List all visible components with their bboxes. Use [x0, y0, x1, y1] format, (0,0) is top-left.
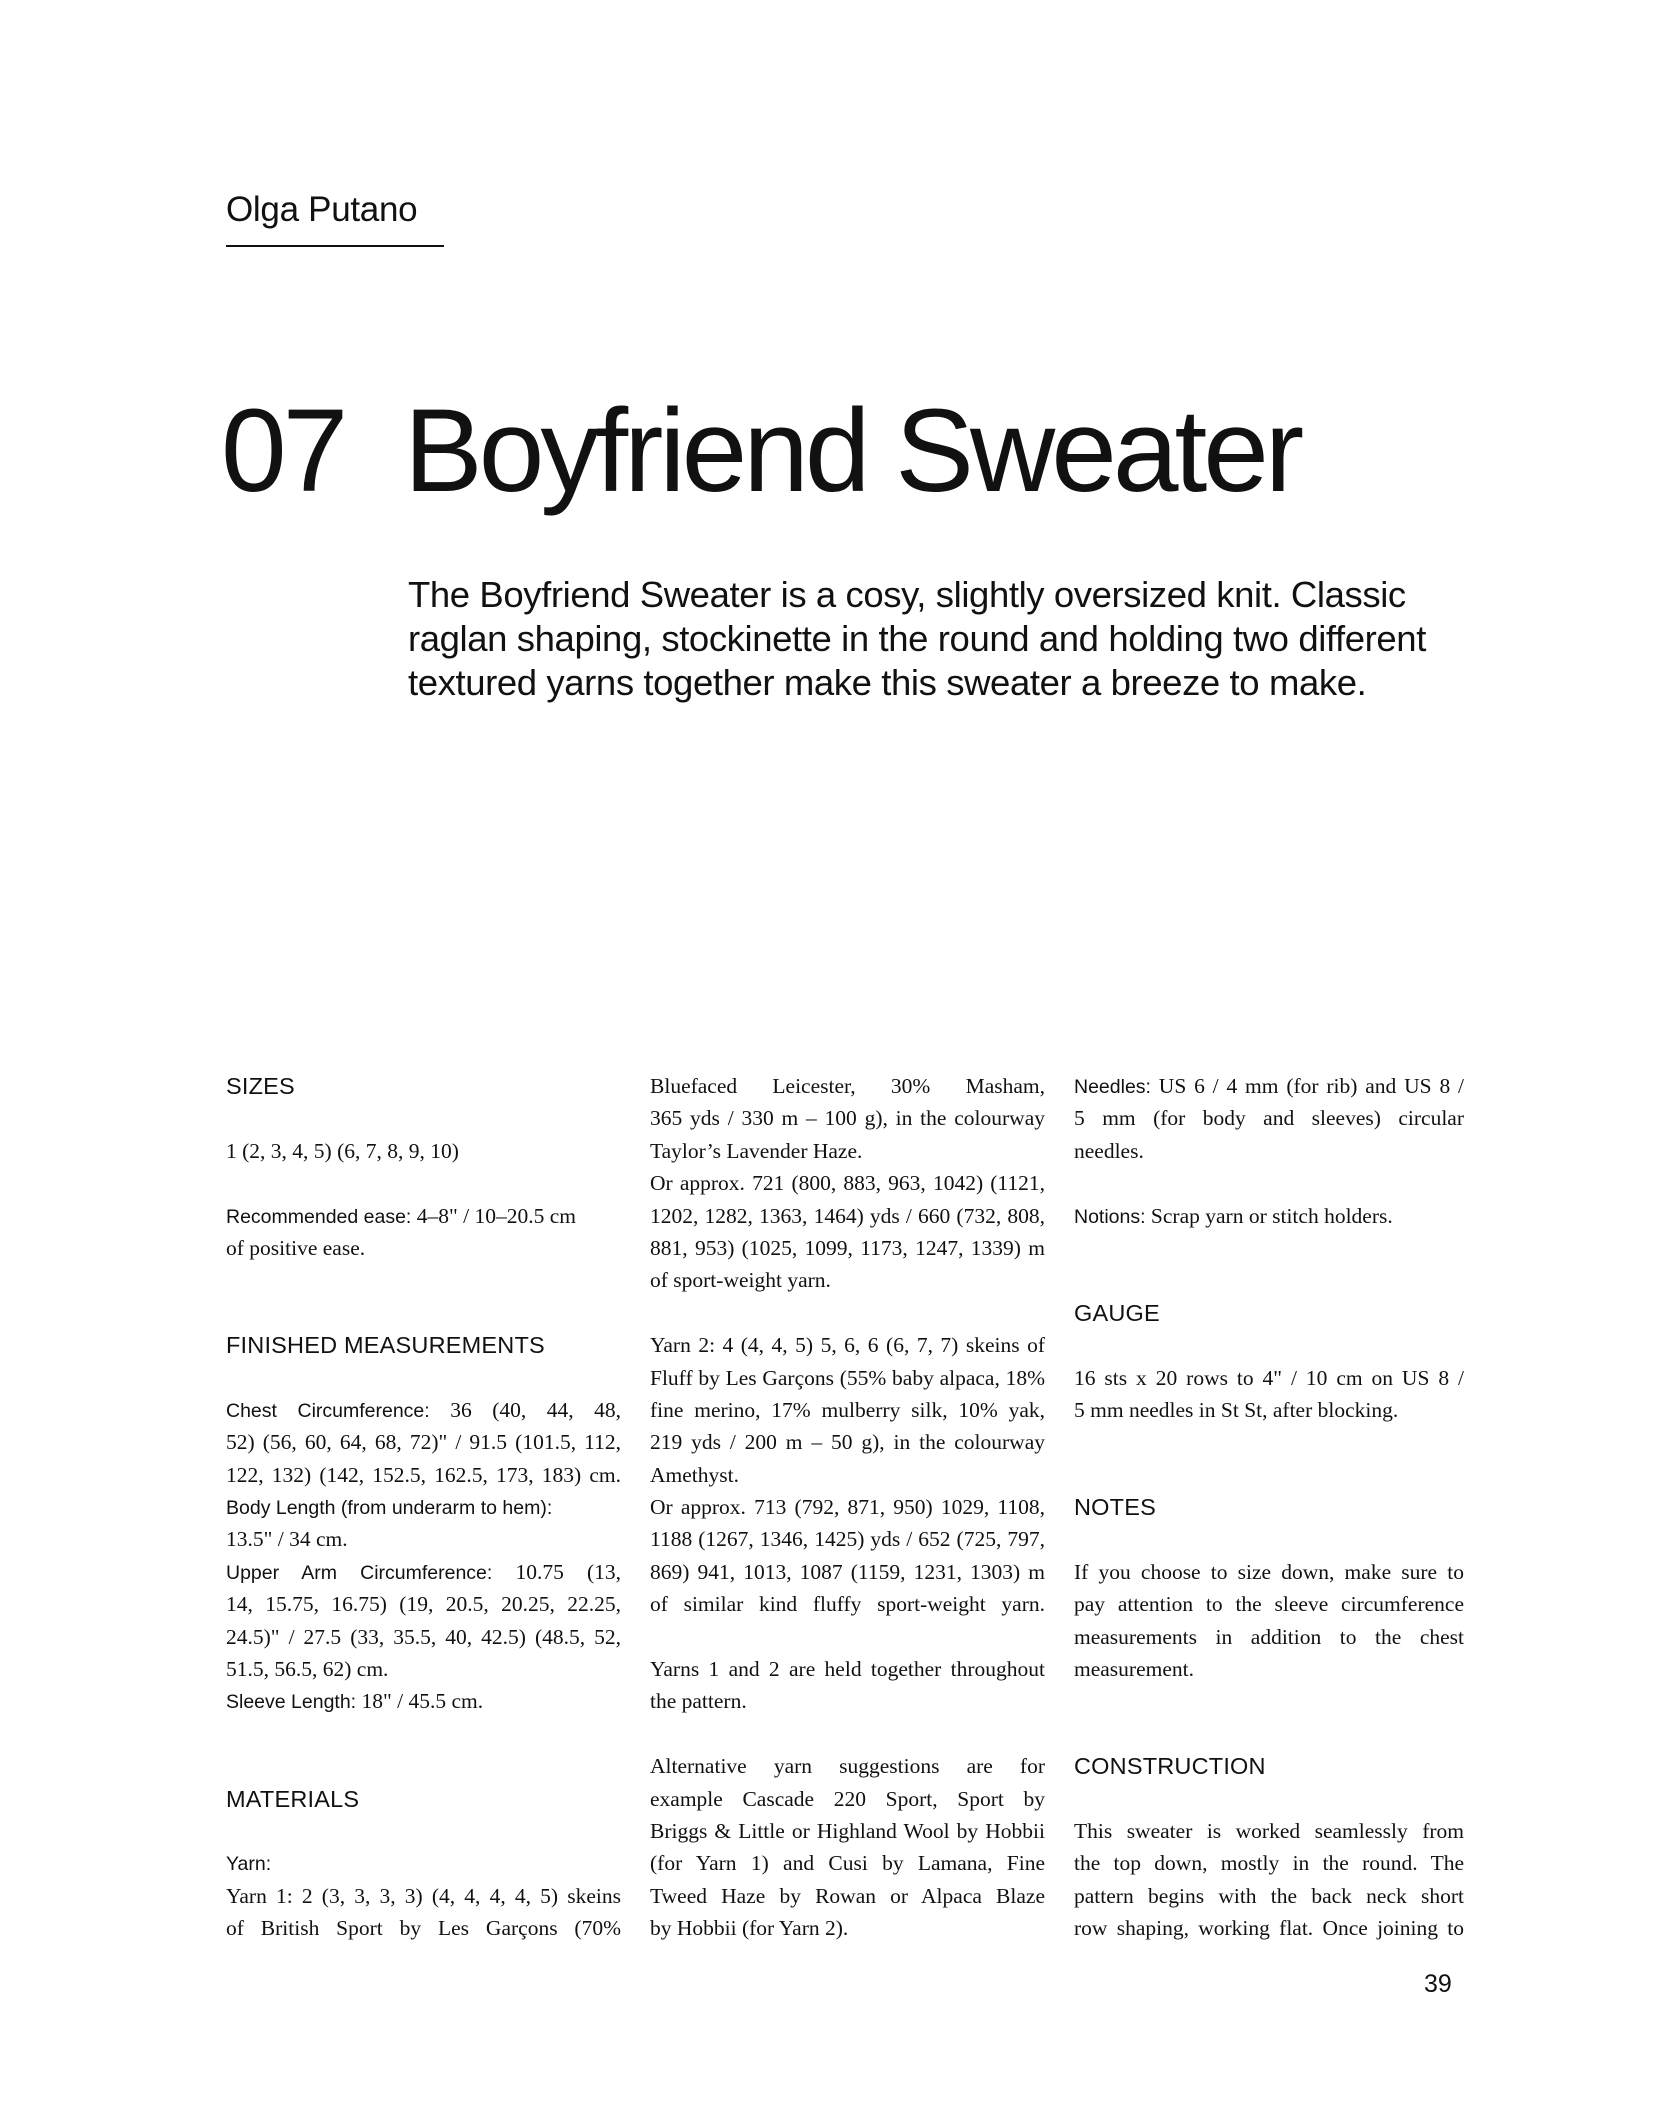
body-line: [650, 1200, 1045, 1232]
field-text: 1188 (1267, 1346, 1425) yds / 652 (725, 797,: [650, 1527, 1045, 1552]
field-text: 18" / 45.5 cm.: [356, 1689, 484, 1714]
field-text: 24.5)" / 27.5 (33, 35.5, 40, 42.5) (48.5, 52,: [226, 1624, 621, 1649]
body-line: [1074, 1621, 1464, 1653]
field-text: Yarns 1 and 2 are held together throughout: [650, 1657, 1045, 1682]
intro-line: The Boyfriend Sweater is a cosy, slightly oversized knit. Classic: [408, 574, 1406, 615]
spacer: [1074, 1329, 1464, 1361]
body-line: [650, 1815, 1045, 1847]
spacer: [226, 1297, 621, 1329]
body-line: [650, 1459, 1045, 1491]
field-label: Upper Arm Circumference:: [226, 1561, 493, 1584]
body-line: [1074, 1588, 1464, 1620]
body-line: [226, 1621, 621, 1653]
field-text: 1 (2, 3, 4, 5) (6, 7, 8, 9, 10): [226, 1138, 459, 1163]
spacer: [1074, 1459, 1464, 1491]
body-line: [650, 1232, 1045, 1264]
field-text: 881, 953) (1025, 1099, 1173, 1247, 1339) m: [650, 1235, 1045, 1260]
field-text: 52) (56, 60, 64, 68, 72)" / 91.5 (101.5, 112,: [226, 1430, 621, 1455]
body-line: [1074, 1070, 1464, 1102]
spacer: [1074, 1523, 1464, 1555]
field-text: If you choose to size down, make sure to: [1074, 1559, 1464, 1584]
spacer: [650, 1718, 1045, 1750]
spacer: [1074, 1264, 1464, 1296]
field-text: pattern begins with the back neck short: [1074, 1883, 1464, 1908]
section-heading: CONSTRUCTION: [1074, 1753, 1266, 1780]
field-text: 4–8" / 10–20.5 cm: [411, 1203, 577, 1228]
body-line: [1074, 1653, 1464, 1685]
field-label: Needles:: [1074, 1076, 1151, 1098]
intro-line: textured yarns together make this sweater a breeze to make.: [408, 662, 1367, 703]
column-needles-gauge-notes-construction: [1074, 1070, 1464, 1945]
body-line: [1074, 1200, 1464, 1232]
body-line: [226, 1232, 621, 1264]
body-line: [650, 1847, 1045, 1879]
body-line: [650, 1426, 1045, 1458]
spacer: [650, 1297, 1045, 1329]
body-line: [226, 1523, 621, 1555]
field-text: Alternative yarn suggestions are for: [650, 1754, 1045, 1779]
spacer: [226, 1718, 621, 1750]
body-line: [226, 1200, 621, 1232]
field-text: Taylor’s Lavender Haze.: [650, 1138, 863, 1163]
field-text: fine merino, 17% mulberry silk, 10% yak,: [650, 1397, 1045, 1422]
body-line: [226, 1653, 621, 1685]
body-line: [226, 1459, 621, 1491]
body-line: [650, 1783, 1045, 1815]
field-text: 365 yds / 330 m – 100 g), in the colourway: [650, 1106, 1045, 1131]
field-text: pay attention to the sleeve circumference: [1074, 1592, 1464, 1617]
body-line: [650, 1685, 1045, 1717]
body-line: [1074, 1815, 1464, 1847]
field-text: of similar kind fluffy sport-weight yarn.: [650, 1592, 1045, 1617]
field-text: Briggs & Little or Highland Wool by Hobbii: [650, 1818, 1045, 1843]
body-line: [650, 1912, 1045, 1944]
field-text: 13.5" / 34 cm.: [226, 1527, 348, 1552]
body-line: [226, 1135, 621, 1167]
body-line: [650, 1653, 1045, 1685]
body-line: [650, 1588, 1045, 1620]
field-text: 5 mm needles in St St, after blocking.: [1074, 1397, 1399, 1422]
column-sizes-measurements-materials: [226, 1070, 621, 1945]
field-text: 1202, 1282, 1363, 1464) yds / 660 (732, 808,: [650, 1203, 1045, 1228]
field-text: 869) 941, 1013, 1087 (1159, 1231, 1303) m: [650, 1559, 1045, 1584]
spacer: [226, 1750, 621, 1782]
body-line: [1074, 1362, 1464, 1394]
field-text: needles.: [1074, 1138, 1144, 1163]
body-line: [226, 1394, 621, 1426]
field-text: of positive ease.: [226, 1235, 366, 1260]
field-text: 36 (40, 44, 48,: [429, 1397, 621, 1422]
field-text: Tweed Haze by Rowan or Alpaca Blaze: [650, 1883, 1045, 1908]
field-text: Amethyst.: [650, 1462, 739, 1487]
body-line: [650, 1362, 1045, 1394]
field-text: 14, 15.75, 16.75) (19, 20.5, 20.25, 22.25,: [226, 1592, 621, 1617]
field-text: the pattern.: [650, 1689, 747, 1714]
body-line: [1074, 1394, 1464, 1426]
body-line: [650, 1523, 1045, 1555]
field-label: Body Length (from underarm to hem):: [226, 1497, 553, 1520]
spacer: [650, 1621, 1045, 1653]
field-text: 51.5, 56.5, 62) cm.: [226, 1657, 389, 1682]
author-underline: [226, 245, 444, 247]
body-line: [226, 1685, 621, 1717]
body-line: [1074, 1880, 1464, 1912]
field-text: US 6 / 4 mm (for rib) and US 8 /: [1150, 1074, 1464, 1098]
field-text: Or approx. 713 (792, 871, 950) 1029, 1108,: [650, 1495, 1045, 1520]
field-label: Chest Circumference:: [226, 1399, 430, 1422]
field-label: Sleeve Length:: [226, 1691, 357, 1714]
spacer: [226, 1815, 621, 1847]
field-text: 5 mm (for body and sleeves) circular: [1074, 1106, 1464, 1131]
spacer: [226, 1167, 621, 1199]
spacer: [226, 1362, 621, 1394]
field-text: 16 sts x 20 rows to 4" / 10 cm on US 8 /: [1074, 1365, 1464, 1390]
spacer: [226, 1102, 621, 1134]
page-number: 39: [1424, 1970, 1452, 1998]
field-label: Yarn:: [226, 1853, 272, 1876]
field-text: Fluff by Les Garçons (55% baby alpaca, 18%: [650, 1365, 1045, 1390]
spacer: [1074, 1685, 1464, 1717]
body-line: [226, 1847, 621, 1879]
field-text: Yarn 1: 2 (3, 3, 3, 3) (4, 4, 4, 4, 5) skeins: [226, 1883, 621, 1908]
body-line: [650, 1264, 1045, 1296]
body-line: [650, 1102, 1045, 1134]
spacer: [1074, 1167, 1464, 1199]
field-text: of sport-weight yarn.: [650, 1268, 831, 1293]
spacer: [1074, 1426, 1464, 1458]
spacer: [226, 1264, 621, 1296]
field-text: Scrap yarn or stitch holders.: [1145, 1203, 1393, 1228]
body-line: [1074, 1556, 1464, 1588]
body-line: [650, 1070, 1045, 1102]
body-line: [650, 1750, 1045, 1782]
field-text: Yarn 2: 4 (4, 4, 5) 5, 6, 6 (6, 7, 7) skeins of: [650, 1333, 1045, 1358]
field-text: by Hobbii (for Yarn 2).: [650, 1916, 849, 1941]
body-line: [650, 1491, 1045, 1523]
field-text: 122, 132) (142, 152.5, 162.5, 173, 183) cm.: [226, 1462, 621, 1487]
spacer: [1074, 1232, 1464, 1264]
body-line: [1074, 1912, 1464, 1944]
section-heading: MATERIALS: [226, 1785, 360, 1812]
chapter-title: Boyfriend Sweater: [404, 385, 1301, 517]
author-name: Olga Putano: [226, 190, 418, 229]
column-yarn-details: [650, 1070, 1045, 1945]
field-text: row shaping, working flat. Once joining to: [1074, 1916, 1464, 1941]
body-line: [226, 1880, 621, 1912]
intro-paragraph: [408, 573, 1498, 705]
body-line: [650, 1329, 1045, 1361]
field-text: of British Sport by Les Garçons (70%: [226, 1916, 621, 1941]
field-text: 219 yds / 200 m – 50 g), in the colourway: [650, 1430, 1045, 1455]
field-text: Or approx. 721 (800, 883, 963, 1042) (1121,: [650, 1171, 1045, 1196]
intro-line: raglan shaping, stockinette in the round and holding two different: [408, 618, 1426, 659]
spacer: [1074, 1718, 1464, 1750]
body-line: [226, 1491, 621, 1523]
body-line: [1074, 1847, 1464, 1879]
field-text: This sweater is worked seamlessly from: [1074, 1818, 1464, 1843]
body-line: [226, 1912, 621, 1944]
body-line: [226, 1426, 621, 1458]
field-text: measurements in addition to the chest: [1074, 1624, 1464, 1649]
spacer: [1074, 1783, 1464, 1815]
field-text: Bluefaced Leicester, 30% Masham,: [650, 1074, 1045, 1098]
section-heading: SIZES: [226, 1073, 295, 1099]
section-heading: NOTES: [1074, 1494, 1156, 1521]
body-line: [650, 1167, 1045, 1199]
body-line: [226, 1588, 621, 1620]
field-text: (for Yarn 1) and Cusi by Lamana, Fine: [650, 1851, 1045, 1876]
field-text: measurement.: [1074, 1657, 1194, 1682]
body-line: [650, 1556, 1045, 1588]
body-line: [1074, 1135, 1464, 1167]
body-line: [226, 1556, 621, 1588]
section-heading: GAUGE: [1074, 1299, 1160, 1326]
body-line: [650, 1394, 1045, 1426]
body-line: [650, 1880, 1045, 1912]
section-heading: FINISHED MEASUREMENTS: [226, 1332, 545, 1359]
field-label: Recommended ease:: [226, 1205, 412, 1228]
field-text: example Cascade 220 Sport, Sport by: [650, 1786, 1045, 1811]
body-line: [1074, 1102, 1464, 1134]
field-text: 10.75 (13,: [492, 1559, 621, 1584]
chapter-number: 07: [221, 385, 345, 517]
field-label: Notions:: [1074, 1205, 1146, 1228]
body-line: [650, 1135, 1045, 1167]
field-text: the top down, mostly in the round. The: [1074, 1851, 1464, 1876]
